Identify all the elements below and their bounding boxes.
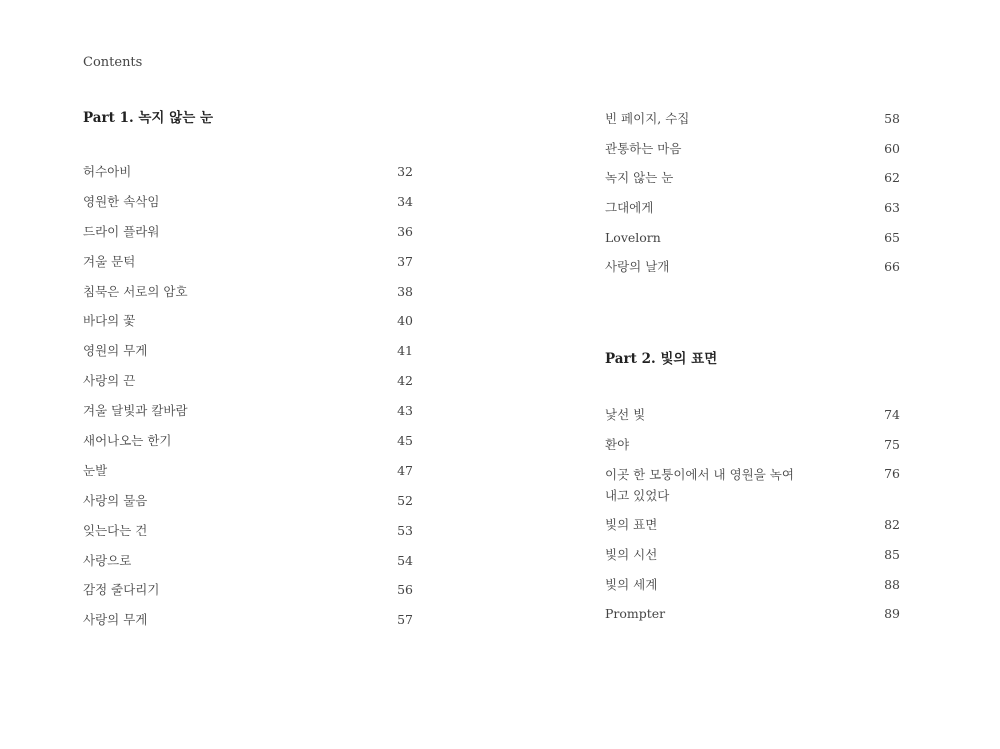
toc-entry-page: 82	[884, 517, 900, 533]
toc-entry-title: 겨울 문턱	[83, 253, 136, 269]
toc-entry[interactable]	[83, 222, 413, 252]
toc-entry-page: 57	[397, 612, 413, 628]
toc-entry[interactable]	[605, 435, 900, 465]
toc-entry[interactable]	[605, 545, 900, 575]
toc-entry-title: 영원한 속삭임	[83, 193, 160, 209]
toc-entry-page: 85	[884, 547, 900, 563]
toc-entry-page: 38	[397, 283, 413, 299]
toc-entry[interactable]	[83, 610, 413, 640]
toc-entry-page: 75	[884, 436, 900, 452]
toc-entry-page: 58	[884, 111, 900, 126]
part1-title: Part 1. 녹지 않는 눈	[83, 110, 213, 126]
toc-entry[interactable]	[83, 491, 413, 521]
toc-entry-title: 녹지 않는 눈	[605, 170, 674, 186]
toc-entry-page: 41	[397, 343, 413, 359]
toc-entry-page: 63	[884, 200, 900, 216]
toc-entry-title: 빛의 표면	[605, 517, 658, 533]
toc-entry[interactable]	[605, 575, 900, 605]
toc-entry[interactable]	[605, 604, 900, 634]
toc-entry-page: 47	[397, 462, 413, 478]
toc-entry[interactable]	[83, 551, 413, 581]
contents-heading: Contents	[83, 55, 143, 70]
toc-entry-page: 43	[397, 403, 413, 419]
toc-entry-page: 65	[884, 229, 900, 245]
toc-entry[interactable]	[83, 341, 413, 371]
toc-entry[interactable]	[83, 162, 413, 192]
toc-entry-title: 영원의 무게	[83, 343, 148, 359]
toc-entry[interactable]	[605, 257, 900, 287]
toc-entry[interactable]	[605, 515, 900, 545]
toc-entry-title: 그대에게	[605, 200, 654, 216]
toc-entry[interactable]	[605, 168, 900, 198]
toc-entry[interactable]	[605, 109, 900, 139]
toc-entry-page: 37	[397, 253, 413, 269]
toc-entry[interactable]	[83, 252, 413, 282]
toc-entry[interactable]	[83, 461, 413, 491]
toc-entry[interactable]	[83, 311, 413, 341]
toc-entry-page: 42	[397, 373, 413, 389]
toc-entry-page: 76	[884, 466, 900, 482]
toc-entry[interactable]	[605, 405, 900, 435]
toc-entry-title: 사랑의 물음	[83, 492, 148, 508]
toc-entry-title: 빛의 시선	[605, 547, 658, 563]
toc-entry-page: 53	[397, 522, 413, 538]
toc-entry-title: 잊는다는 건	[83, 522, 148, 538]
toc-entry-title: Lovelorn	[605, 229, 661, 245]
toc-entry-page: 54	[397, 552, 413, 568]
toc-entry-title: 사랑의 무게	[83, 612, 148, 628]
toc-entry-page: 74	[884, 407, 900, 422]
toc-entry-page: 52	[397, 492, 413, 508]
toc-entry-title: 감정 줄다리기	[83, 582, 160, 598]
toc-entry-title: 눈발	[83, 462, 108, 478]
toc-entry[interactable]	[83, 580, 413, 610]
toc-entry-title: 환야	[605, 436, 630, 452]
toc-entry[interactable]	[83, 521, 413, 551]
toc-right-bottom-list	[605, 405, 900, 634]
toc-entry[interactable]	[83, 282, 413, 312]
toc-entry-page: 88	[884, 576, 900, 592]
toc-entry-title: 낯선 빛	[605, 407, 646, 422]
toc-entry-title: 사랑으로	[83, 552, 132, 568]
part2-title: Part 2. 빛의 표면	[605, 351, 718, 367]
toc-entry-page: 62	[884, 170, 900, 186]
toc-entry-title: 이곳 한 모퉁이에서 내 영원을 녹여내고 있었다	[605, 467, 794, 504]
toc-entry-page: 60	[884, 140, 900, 156]
toc-entry-page: 66	[884, 259, 900, 275]
toc-entry-page: 89	[884, 606, 900, 622]
toc-entry-title: 바다의 꽃	[83, 313, 136, 329]
toc-entry[interactable]	[605, 139, 900, 169]
toc-left-list	[83, 162, 413, 640]
toc-entry[interactable]	[605, 228, 900, 258]
toc-entry-title: 드라이 플라워	[83, 223, 160, 239]
toc-entry-page: 36	[397, 223, 413, 239]
toc-entry-page: 40	[397, 313, 413, 329]
toc-entry[interactable]	[605, 198, 900, 228]
toc-entry[interactable]	[83, 401, 413, 431]
toc-entry-title: 사랑의 날개	[605, 259, 670, 275]
toc-entry-title: 침묵은 서로의 암호	[83, 283, 188, 299]
toc-entry-page: 34	[397, 193, 413, 209]
toc-entry-page: 56	[397, 582, 413, 598]
toc-right-top-list	[605, 109, 900, 287]
toc-entry-page: 45	[397, 433, 413, 449]
toc-entry-title: 빈 페이지, 수집	[605, 111, 690, 126]
toc-entry[interactable]	[83, 431, 413, 461]
toc-entry-title: 관통하는 마음	[605, 140, 682, 156]
toc-entry-title: 허수아비	[83, 164, 132, 179]
toc-entry[interactable]	[83, 371, 413, 401]
toc-entry-title: 사랑의 끈	[83, 373, 136, 389]
toc-entry[interactable]	[83, 192, 413, 222]
toc-entry[interactable]	[605, 464, 900, 515]
toc-entry-title: 빛의 세계	[605, 576, 658, 592]
toc-entry-title: 새어나오는 한기	[83, 433, 172, 449]
toc-entry-title: Prompter	[605, 606, 666, 622]
toc-entry-title: 겨울 달빛과 칼바람	[83, 403, 188, 419]
toc-entry-page: 32	[397, 164, 413, 179]
